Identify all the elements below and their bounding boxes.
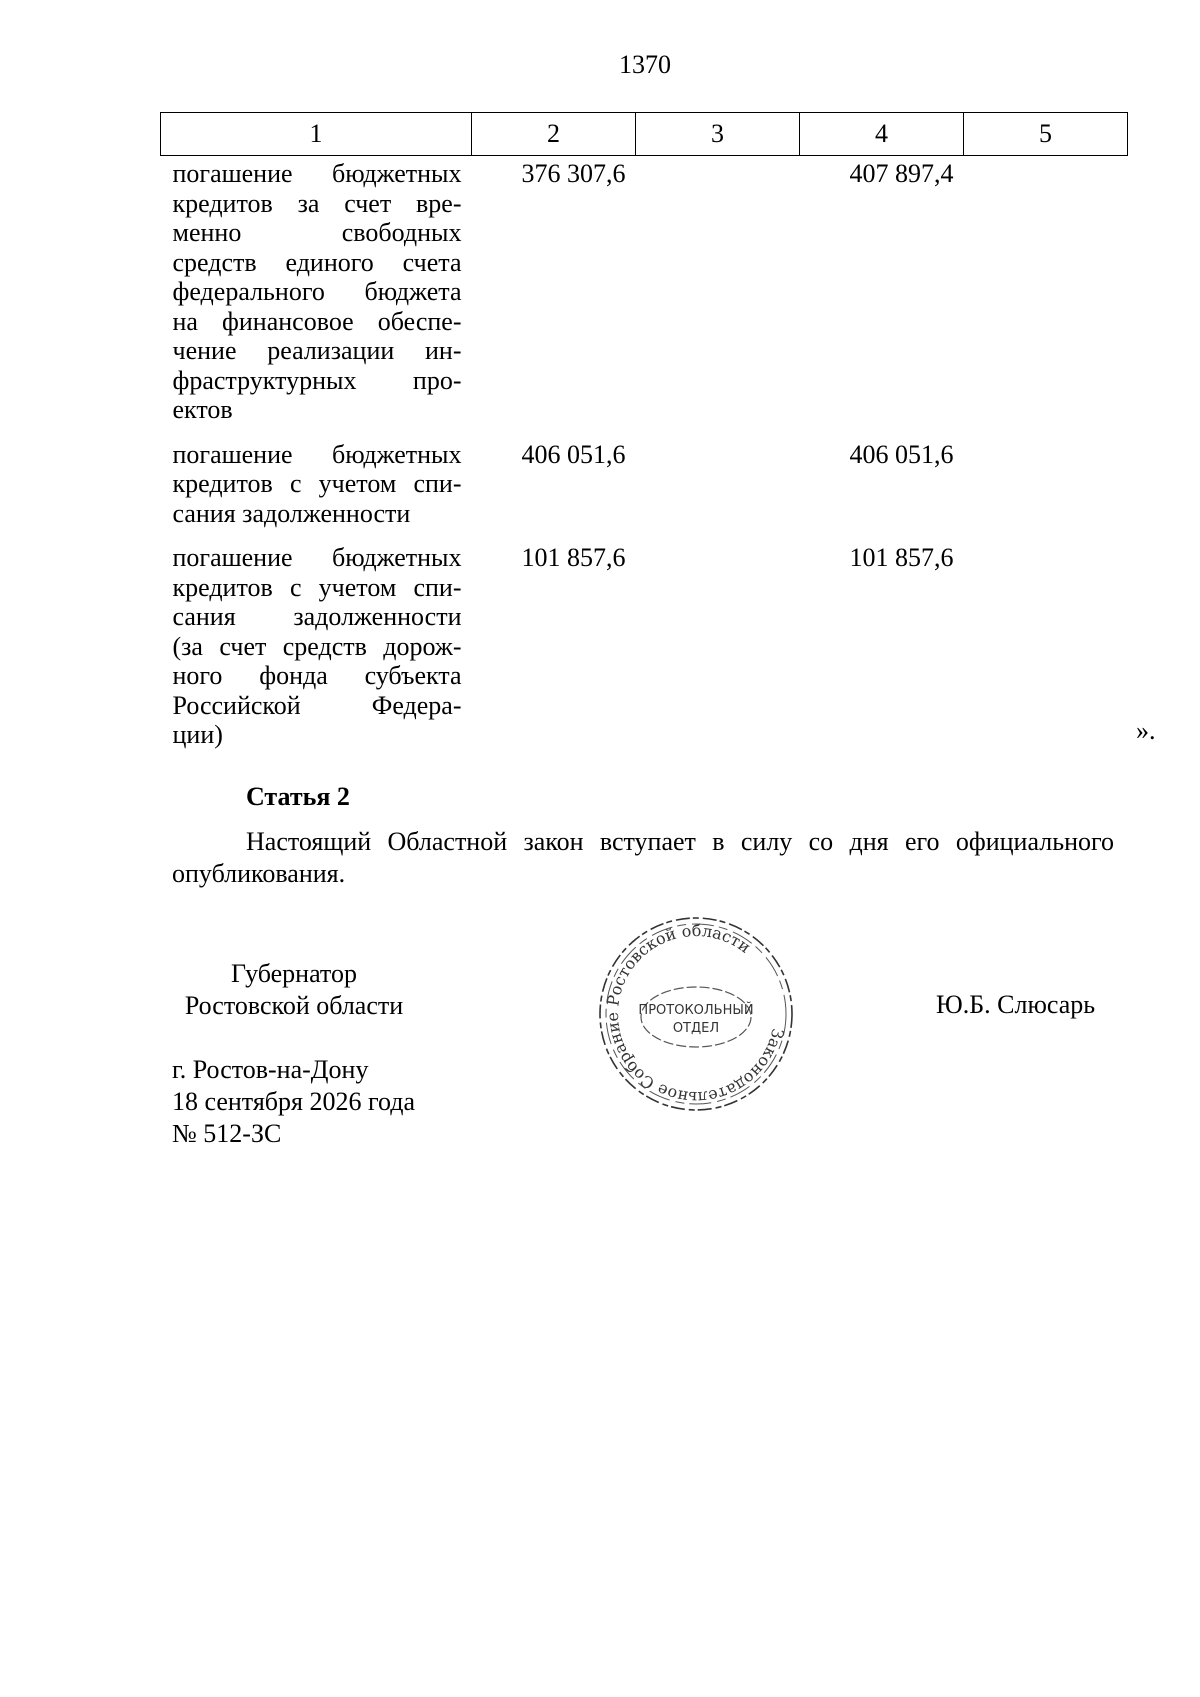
stamp-outer-text: Законодательное Собрание Ростовской области (602, 920, 788, 1108)
article-text: Настоящий Областной закон вступает в силу со дня его официального опубликования. (172, 827, 1114, 888)
cell-col3 (636, 540, 800, 750)
row-description: погашение бюджетных кредитов с учетом спи- сания задолженности (172, 439, 462, 528)
table-row (161, 540, 1128, 750)
column-header-2: 2 (472, 113, 636, 156)
date: 18 сентября 2026 года (172, 1087, 416, 1116)
page-number: 1370 (619, 50, 671, 79)
column-header-1: 1 (161, 113, 472, 156)
cell-col3 (636, 156, 800, 437)
cell-col4: 407 897,4 (849, 159, 954, 188)
governor-title-line1: Губернатор (231, 959, 357, 988)
column-header-4: 4 (800, 113, 964, 156)
governor-title (174, 958, 414, 1022)
budget-table (160, 112, 1128, 750)
column-header-5: 5 (964, 113, 1128, 156)
cell-col2: 101 857,6 (521, 543, 626, 572)
table-row (161, 437, 1128, 541)
cell-col5 (964, 540, 1128, 750)
article-title: Статья 2 (246, 782, 350, 811)
cell-col4: 101 857,6 (849, 543, 954, 572)
place-date-block (172, 1054, 415, 1150)
official-stamp (596, 914, 796, 1114)
stamp-inner-line2: ОТДЕЛ (672, 1021, 720, 1036)
governor-name: Ю.Б. Слюсарь (936, 990, 1096, 1019)
cell-col5 (964, 156, 1128, 437)
cell-col3 (636, 437, 800, 541)
stamp-inner-line1: ПРОТОКОЛЬНЫЙ (638, 1003, 754, 1018)
table-header-row (161, 113, 1128, 156)
governor-title-line2: Ростовской области (184, 991, 404, 1020)
cell-col5 (964, 437, 1128, 541)
row-description: погашение бюджетных кредитов за счет вре- менно свободных средств единого счета федерального бюджета на финансовое обеспе- чение реализации ин- фраструктурных про- ектов (172, 159, 462, 424)
cell-col2: 376 307,6 (521, 159, 626, 188)
row-description: погашение бюджетных кредитов с учетом спи- сания задолженности (за счет средств дорож- ного фонда субъекта Российской Федера- ции) (172, 543, 462, 749)
law-number: № 512-ЗС (172, 1119, 282, 1148)
place: г. Ростов-на-Дону (172, 1055, 369, 1084)
column-header-3: 3 (636, 113, 800, 156)
cell-col4: 406 051,6 (849, 439, 954, 469)
cell-col2: 406 051,6 (521, 439, 626, 469)
closing-quote: ». (1136, 716, 1156, 745)
table-row (161, 156, 1128, 437)
